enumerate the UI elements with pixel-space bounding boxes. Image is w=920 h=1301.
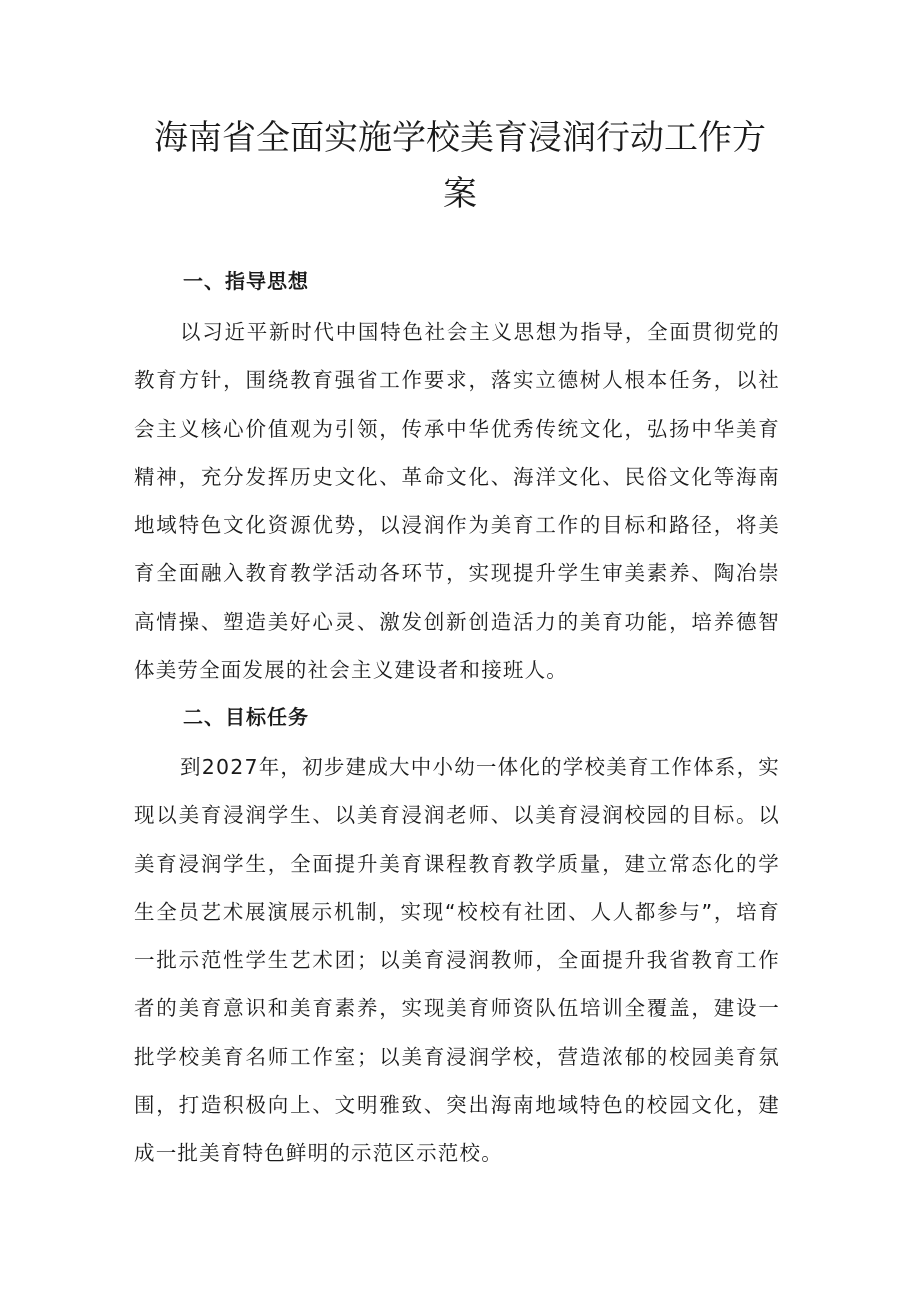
- section-heading-guiding-ideology: 一、指导思想: [183, 269, 309, 293]
- document-title: 海南省全面实施学校美育浸润行动工作方案: [154, 118, 766, 214]
- section-heading-goals-tasks: 二、目标任务: [183, 705, 309, 729]
- section-paragraph-guiding-ideology: 以习近平新时代中国特色社会主义思想为指导，全面贯彻党的教育方针，围绕教育强省工作要求，落实立德树人根本任务，以社会主义核心价值观为引领，传承中华优秀传统文化，弘扬中华美育精神，充分发挥历史文化、革命文化、海洋文化、民俗文化等海南地域特色文化资源优势，以浸润作为美育工作的目标和路径，将美育全面融入教育教学活动各环节，实现提升学生审美素养、陶冶崇高情操、塑造美好心灵、激发创新创造活力的美育功能，培养德智体美劳全面发展的社会主义建设者和接班人。: [134, 320, 780, 683]
- section-paragraph-goals-tasks: 到2027年，初步建成大中小幼一体化的学校美育工作体系，实现以美育浸润学生、以美育浸润老师、以美育浸润校园的目标。以美育浸润学生，全面提升美育课程教育教学质量，建立常态化的学生全员艺术展演展示机制，实现“校校有社团、人人都参与”，培育一批示范性学生艺术团；以美育浸润教师，全面提升我省教育工作者的美育意识和美育素养，实现美育师资队伍培训全覆盖，建设一批学校美育名师工作室；以美育浸润学校，营造浓郁的校园美育氛围，打造积极向上、文明雅致、突出海南地域特色的校园文化，建成一批美育特色鲜明的示范区示范校。: [134, 755, 780, 1166]
